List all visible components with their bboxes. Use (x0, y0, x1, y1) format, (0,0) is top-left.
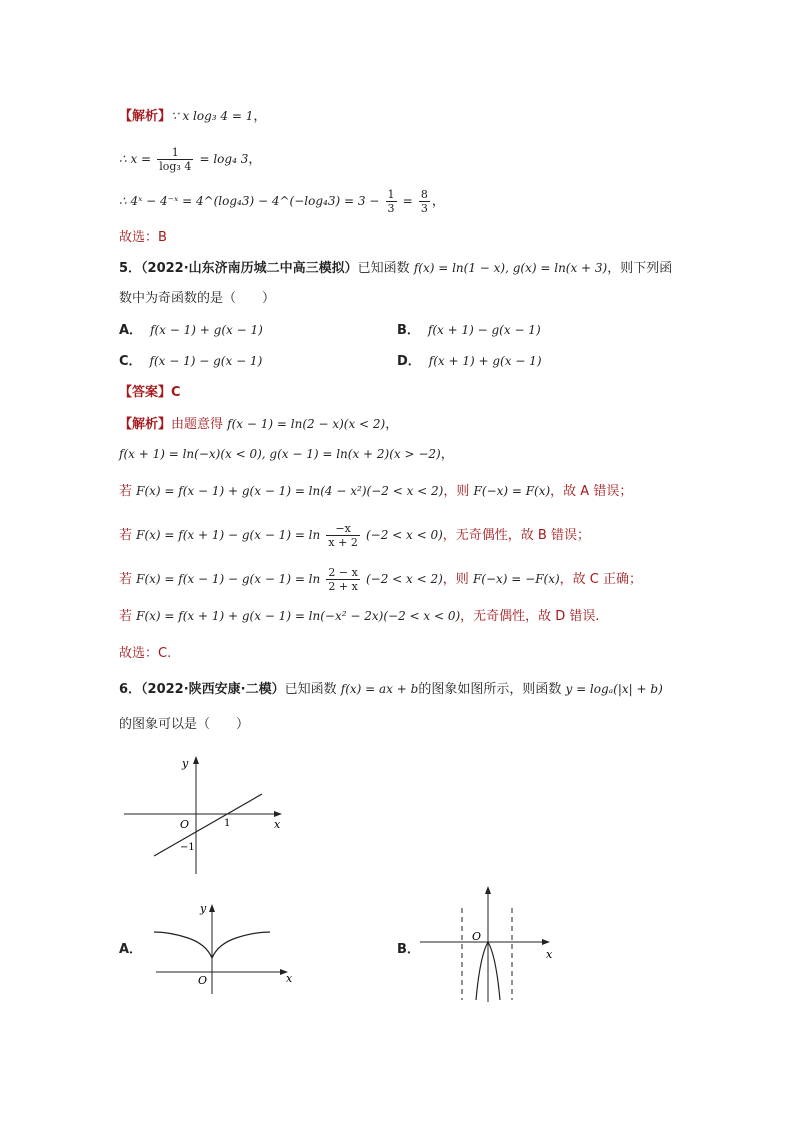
analysis1-line2: ∴ x = $\frac{1}{\text{log₃ 4}}$ = log₄ 3， (119, 146, 262, 173)
curve-left (154, 932, 212, 958)
tick-label-neg1: −1 (180, 842, 195, 853)
question-source: （2022·山东济南历城二中高三模拟） (141, 261, 358, 276)
y-axis-arrow (193, 756, 199, 764)
q6-stem-line1: 6．（2022·陕西安康·二模）已知函数 f(x) = ax + b的图象如图所示，则函数 y = logₐ(|x| + b) (119, 682, 663, 697)
q5-analysis-line5: 若 F(x) = f(x − 1) − g(x − 1) = ln $\frac{2 - x}{2 + x}$ (−2 < x < 2)，则 F(−x) = −F(x)，故 C 正确； (119, 566, 643, 593)
q6-option-b[interactable]: B． (397, 942, 420, 957)
x-label: x (274, 818, 281, 831)
origin-label: O (198, 974, 208, 987)
question-source: （2022·陕西安康·二模） (141, 682, 285, 697)
curve-left (476, 942, 488, 1000)
q5-analysis-line4: 若 F(x) = f(x + 1) − g(x − 1) = ln $\frac{-x}{x + 2}$ (−2 < x < 0)，无奇偶性，故 B 错误； (119, 522, 590, 549)
analysis1-line1: 【解析】∵ x log₃ 4 = 1， (119, 109, 267, 124)
q5-stem-line2: 数中为奇函数的是（ ） (119, 291, 276, 306)
q5-final-answer: 故选：C. (119, 646, 172, 661)
x-label: x (286, 972, 293, 985)
fraction: $\frac{-x}{x + 2}$ (328, 522, 358, 549)
x-label: x (546, 948, 553, 961)
q5-analysis-line2: f(x + 1) = ln(−x)(x < 0), g(x − 1) = ln(x + 2)(x > −2)， (119, 447, 454, 462)
q6-stem-line2: 的图象可以是（ ） (119, 717, 250, 732)
q5-option-d[interactable]: D． f(x + 1) + g(x − 1) (397, 354, 542, 369)
fraction: $\frac{1}{3}$ (387, 188, 395, 215)
fraction: $\frac{1}{\text{log₃ 4}}$ (159, 146, 192, 173)
q6-given-graph (120, 752, 290, 880)
analysis-tag: 【解析】 (119, 109, 172, 124)
q5-option-a[interactable]: A． f(x − 1) + g(x − 1) (119, 323, 263, 338)
y-label: y (182, 757, 189, 770)
question-number: 6． (119, 682, 142, 697)
q5-option-b[interactable]: B． f(x + 1) − g(x − 1) (397, 323, 541, 338)
analysis1-answer: 故选：B (119, 230, 167, 245)
fraction: $\frac{8}{3}$ (420, 188, 428, 215)
math-expr: ∵ x log₃ 4 = 1 (171, 109, 254, 123)
origin-label: O (472, 930, 482, 943)
fraction: $\frac{2 - x}{2 + x}$ (328, 566, 358, 593)
q5-option-c[interactable]: C． f(x − 1) − g(x − 1) (119, 354, 263, 369)
q5-analysis-line1: 【解析】由题意得 f(x − 1) = ln(2 − x)(x < 2)， (119, 417, 399, 432)
y-axis-arrow (485, 886, 491, 894)
function-line (154, 794, 262, 856)
q6-option-a-graph[interactable] (148, 898, 298, 998)
y-axis-arrow (209, 904, 215, 912)
q5-analysis-line6: 若 F(x) = f(x + 1) + g(x − 1) = ln(−x² − 2x)(−2 < x < 0)，无奇偶性，故 D 错误. (119, 609, 600, 624)
y-label: y (200, 902, 207, 915)
question-number: 5． (119, 261, 142, 276)
q5-answer: 【答案】C (119, 385, 181, 400)
q6-option-a[interactable]: A． (119, 942, 143, 957)
x-axis-arrow (542, 939, 550, 945)
tick-label-1: 1 (224, 818, 231, 829)
x-axis-arrow (274, 811, 282, 817)
curve-right (212, 932, 270, 958)
q5-analysis-line3: 若 F(x) = f(x − 1) + g(x − 1) = ln(4 − x²)(−2 < x < 2)，则 F(−x) = F(x)，故 A 错误； (119, 484, 633, 499)
q5-stem-line1: 5．（2022·山东济南历城二中高三模拟）已知函数 f(x) = ln(1 − x), g(x) = ln(x + 3)，则下列函 (119, 261, 673, 276)
analysis1-line3: ∴ 4ˣ − 4⁻ˣ = 4^(log₄3) − 4^(−log₄3) = 3 − $\frac{1}{3}$ = $\frac{8}{3}$ ， (119, 188, 445, 215)
q6-option-b-graph[interactable] (418, 882, 568, 1004)
curve-right (488, 942, 500, 1000)
origin-label: O (180, 818, 190, 831)
